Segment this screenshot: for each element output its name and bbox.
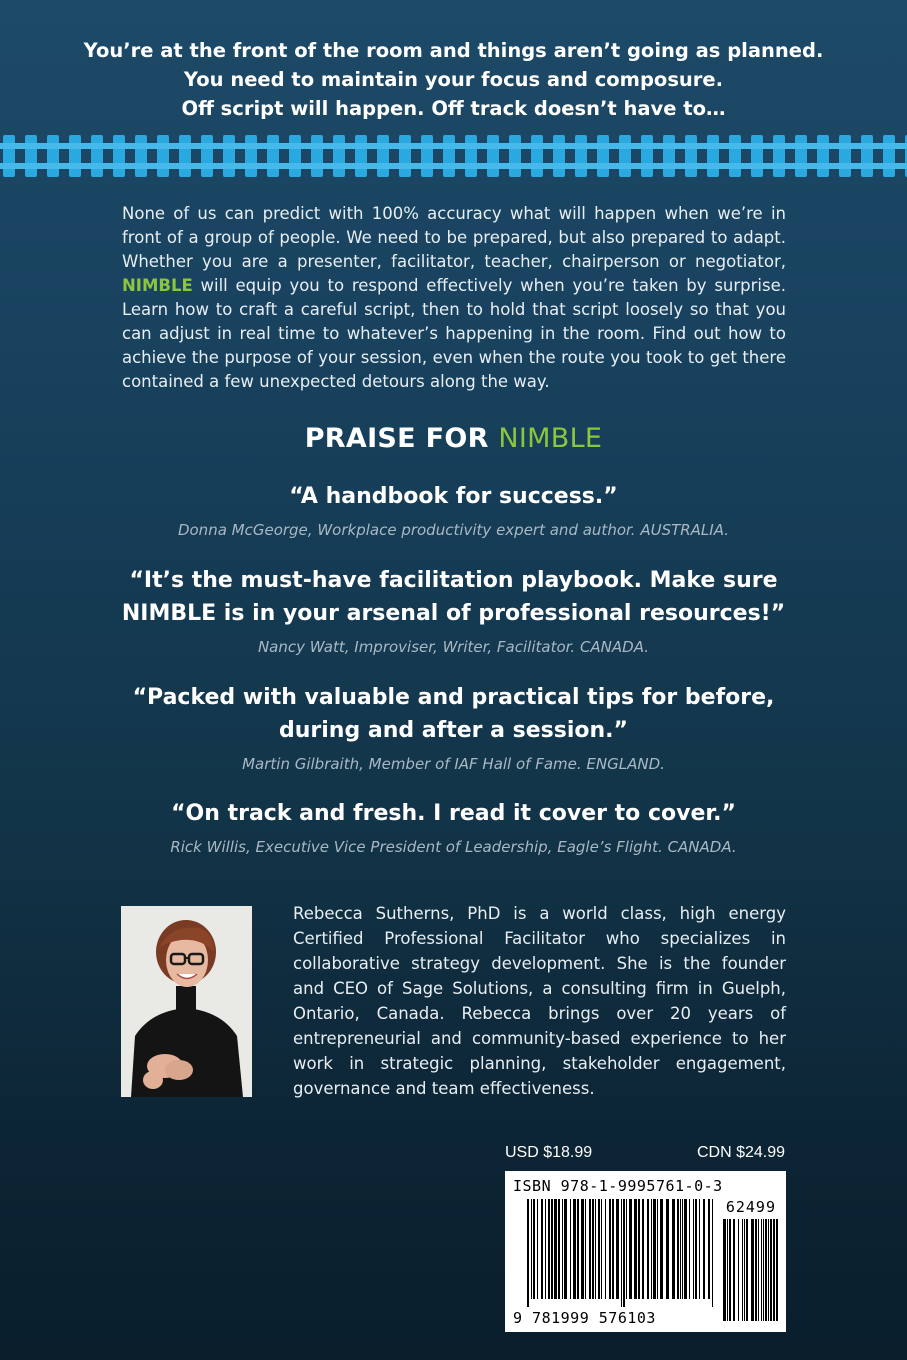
ean-digits: 9 781999 576103 — [513, 1309, 656, 1327]
quote-attribution: Nancy Watt, Improviser, Writer, Facilitator. CANADA. — [257, 638, 650, 656]
price-cdn: CDN $24.99 — [696, 1144, 785, 1161]
praise-heading-prefix: PRAISE FOR — [304, 423, 499, 454]
nimble-highlight: NIMBLE — [122, 276, 193, 295]
tagline-line: You’re at the front of the room and things aren’t going as planned. — [83, 39, 824, 62]
praise-heading-highlight: NIMBLE — [498, 423, 603, 454]
quote-line: NIMBLE is in your arsenal of professional resources!” — [121, 601, 786, 626]
railroad-track-graphic — [0, 131, 907, 181]
isbn-number: ISBN 978-1-9995761-0-3 — [513, 1177, 723, 1195]
praise-heading — [0, 423, 907, 454]
tagline — [60, 36, 847, 123]
tagline-line: You need to maintain your focus and composure. — [183, 68, 724, 91]
isbn-barcode — [505, 1171, 786, 1332]
tagline-line: Off script will happen. Off track doesn’t have to… — [181, 97, 726, 120]
quote-line: during and after a session.” — [279, 718, 628, 743]
author-bio: Rebecca Sutherns, PhD is a world class, high energy Certified Professional Facilitator who specializes in collaborative strategy development. She is the founder and CEO of Sage Solutions, a consulting firm in Guelph, Ontario, Canada. Rebecca brings over 20 years of entrepreneurial and community-based experience to her work in strategic planning, stakeholder engagement, governance and team effectiveness. — [293, 904, 786, 1098]
author-photo — [121, 906, 252, 1097]
book-description — [122, 202, 786, 394]
quote-line: “A handbook for success.” — [289, 484, 618, 509]
price-addon-digits: 62499 — [725, 1198, 776, 1216]
praise-quote — [60, 480, 847, 513]
price-usd: USD $18.99 — [505, 1144, 593, 1161]
quote-line: “On track and fresh. I read it cover to cover.” — [171, 801, 736, 826]
praise-quote — [60, 564, 847, 630]
quote-attribution: Martin Gilbraith, Member of IAF Hall of Fame. ENGLAND. — [242, 755, 665, 773]
quote-line: “Packed with valuable and practical tips for before, — [132, 685, 775, 710]
quote-attribution: Rick Willis, Executive Vice President of Leadership, Eagle’s Flight. CANADA. — [170, 838, 737, 856]
barcode-bars — [505, 1171, 786, 1332]
quote-line: “It’s the must-have facilitation playbook. Make sure — [129, 568, 778, 593]
praise-quote — [60, 797, 847, 830]
quote-attribution: Donna McGeorge, Workplace productivity expert and author. AUSTRALIA. — [177, 521, 730, 539]
blurb-text: will equip you to respond effectively when you’re taken by surprise. Learn how to craft a careful script, then to hold that script loosely so that you can adjust in real time to whatever’s happening in the room. Find out how to achieve the purpose of your session, even when the route you took to get there contained a few unexpected detours along the way. — [122, 276, 786, 391]
praise-quote — [60, 681, 847, 747]
blurb-text: None of us can predict with 100% accuracy what will happen when we’re in front of a group of people. We need to be prepared, but also prepared to adapt. Whether you are a presenter, facilitator, teacher, chairperson or negotiator, — [122, 204, 786, 271]
